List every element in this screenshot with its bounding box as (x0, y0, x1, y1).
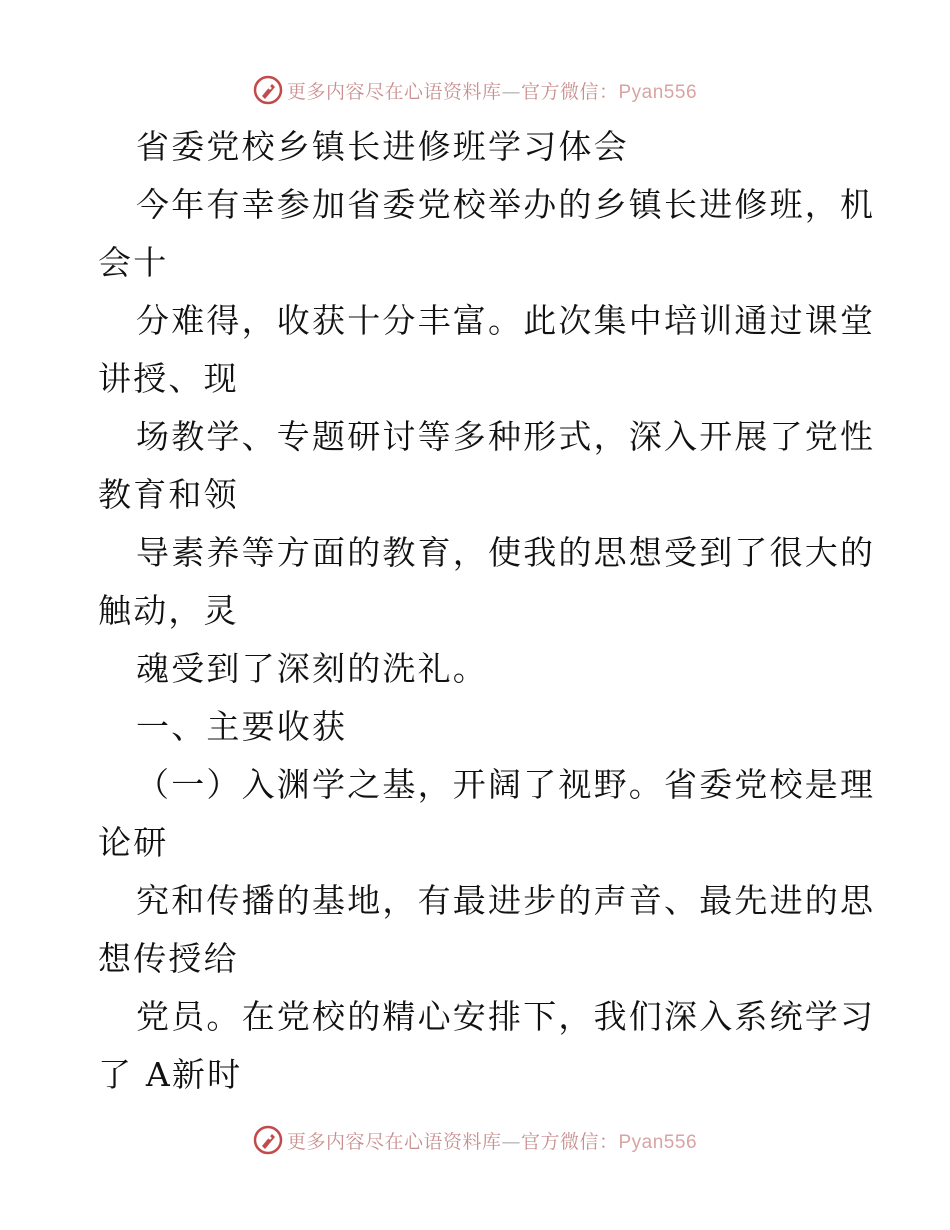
document-line: 今年有幸参加省委党校举办的乡镇长进修班，机 (136, 185, 876, 224)
document-line: 分难得，收获十分丰富。此次集中培训通过课堂 (136, 301, 876, 340)
banner-wechat-label: 官方微信： (520, 80, 619, 103)
document-line: 了 A新时 (98, 1055, 243, 1094)
document-body (98, 118, 876, 1104)
section-heading: 一、主要收获 (136, 707, 348, 746)
banner-text (287, 77, 697, 104)
pen-nib-logo-icon (253, 1125, 283, 1155)
banner-site-name: 更多内容尽在心语资料库 (286, 1130, 502, 1153)
banner-site-name: 更多内容尽在心语资料库 (286, 80, 502, 103)
document-line: 场教学、专题研讨等多种形式，深入开展了党性 (136, 417, 876, 456)
banner-separator: — (501, 80, 521, 103)
document-line: 究和传播的基地，有最进步的声音、最先进的思 (136, 881, 876, 920)
banner-wechat-id: Pyan556 (618, 1131, 698, 1153)
document-line: 教育和领 (98, 475, 239, 514)
document-line: 讲授、现 (98, 359, 239, 398)
document-line: 会十 (98, 243, 169, 282)
document-line: 想传授给 (98, 939, 239, 978)
banner-wechat-id: Pyan556 (618, 81, 698, 103)
document-line: 导素养等方面的教育，使我的思想受到了很大的 (136, 533, 876, 572)
document-line: 党员。在党校的精心安排下，我们深入系统学习 (136, 997, 876, 1036)
footer-banner (0, 1120, 950, 1160)
header-banner (0, 70, 950, 110)
banner-wechat-label: 官方微信： (520, 1130, 619, 1153)
document-line: 论研 (98, 823, 169, 862)
pen-nib-logo-icon (253, 75, 283, 105)
document-title: 省委党校乡镇长进修班学习体会 (136, 127, 629, 166)
banner-separator: — (501, 1130, 521, 1153)
document-line: 触动，灵 (98, 591, 239, 630)
subsection-heading: （一）入渊学之基，开阔了视野。省委党校是理 (136, 765, 876, 804)
document-line: 魂受到了深刻的洗礼。 (136, 649, 488, 688)
banner-text (287, 1127, 697, 1154)
